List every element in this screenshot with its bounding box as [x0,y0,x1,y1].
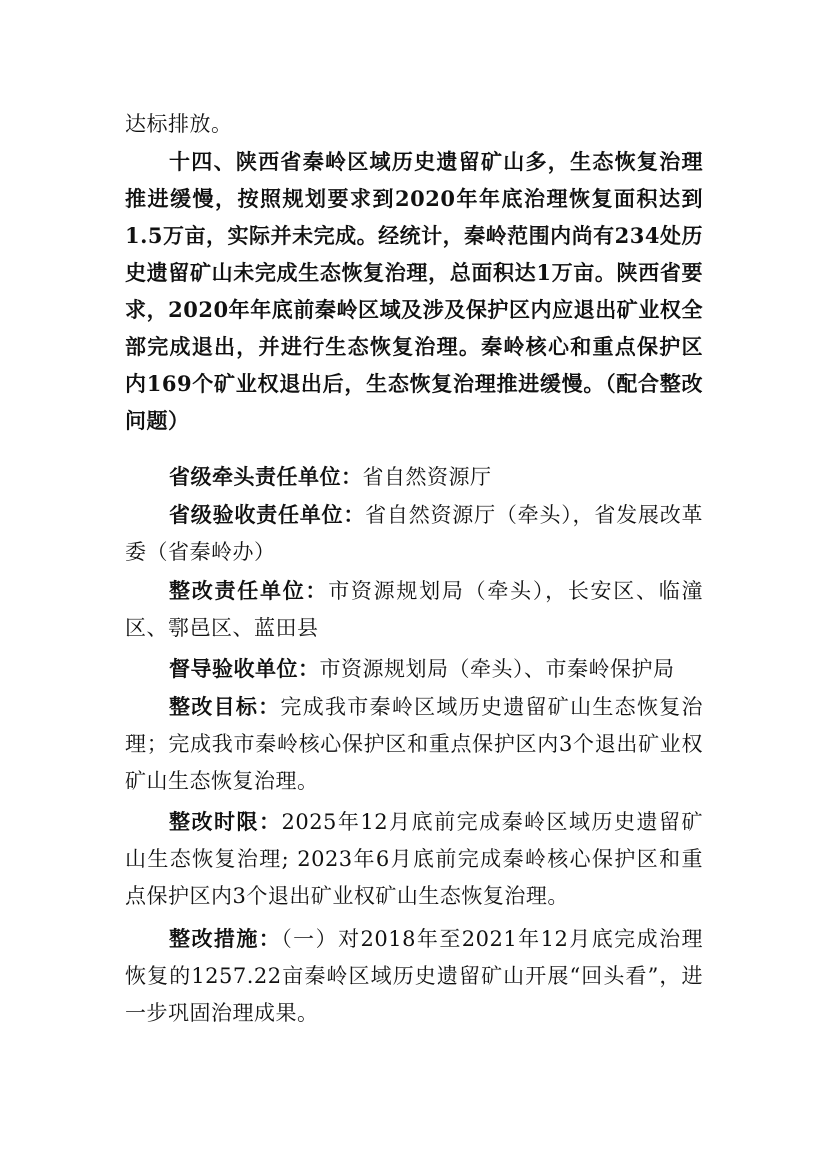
rectify-unit-value: 市资源规划局（牵头），长安区、临潼区、鄠邑区、蓝田县 [125,579,704,640]
lead-unit-line [125,458,703,496]
rectify-unit-label: 整改责任单位： [169,578,329,603]
acceptance-unit-value: 省自然资源厅（牵头），省发展改革委（省秦岭办） [125,503,703,564]
deadline-value: 2025年12月底前完成秦岭区域历史遗留矿山生态恢复治理; 2023年6月底前完成秦岭核心保护区和重点保护区内3个退出矿业权矿山生态恢复治理。 [125,810,704,908]
goal-value: 完成我市秦岭区域历史遗留矿山生态恢复治理；完成我市秦岭核心保护区和重点保护区内3个退出矿业权矿山生态恢复治理。 [125,695,704,793]
measures-value: （一）对2018年至2021年12月底完成治理恢复的1257.22亩秦岭区域历史遗留矿山开展“回头看”，进一步巩固治理成果。 [125,927,704,1025]
supervise-unit-value: 市资源规划局（牵头）、市秦岭保护局 [319,657,675,681]
deadline-paragraph [125,803,703,915]
acceptance-unit-line [125,496,703,571]
lead-unit-label: 省级牵头责任单位： [169,464,363,489]
issue-text: 十四、陕西省秦岭区域历史遗留矿山多，生态恢复治理推进缓慢，按照规划要求到2020年年底治理恢复面积达到1.5万亩，实际并未完成。经统计，秦岭范围内尚有234处历史遗留矿山未完成生态恢复治理，总面积达1万亩。陕西省要求，2020年年底前秦岭区域及涉及保护区内应退出矿业权全部完成退出，并进行生态恢复治理。秦岭核心和重点保护区内169个矿业权退出后，生态恢复治理推进缓慢。（配合整改问题） [125,149,703,433]
paragraph-issue-14 [125,143,703,439]
supervise-unit-line [125,650,703,688]
acceptance-unit-label: 省级验收责任单位： [169,502,366,527]
deadline-label: 整改时限： [169,809,282,834]
rectify-unit-line [125,572,703,647]
measures-paragraph [125,920,703,1032]
goal-paragraph [125,688,703,800]
supervise-unit-label: 督导验收单位： [169,656,320,681]
goal-label: 整改目标： [169,694,281,719]
paragraph-discharge-end [125,106,703,143]
paragraph-text: 达标排放。 [125,112,233,136]
lead-unit-value: 省自然资源厅 [362,465,492,489]
measures-label: 整改措施： [169,926,282,951]
